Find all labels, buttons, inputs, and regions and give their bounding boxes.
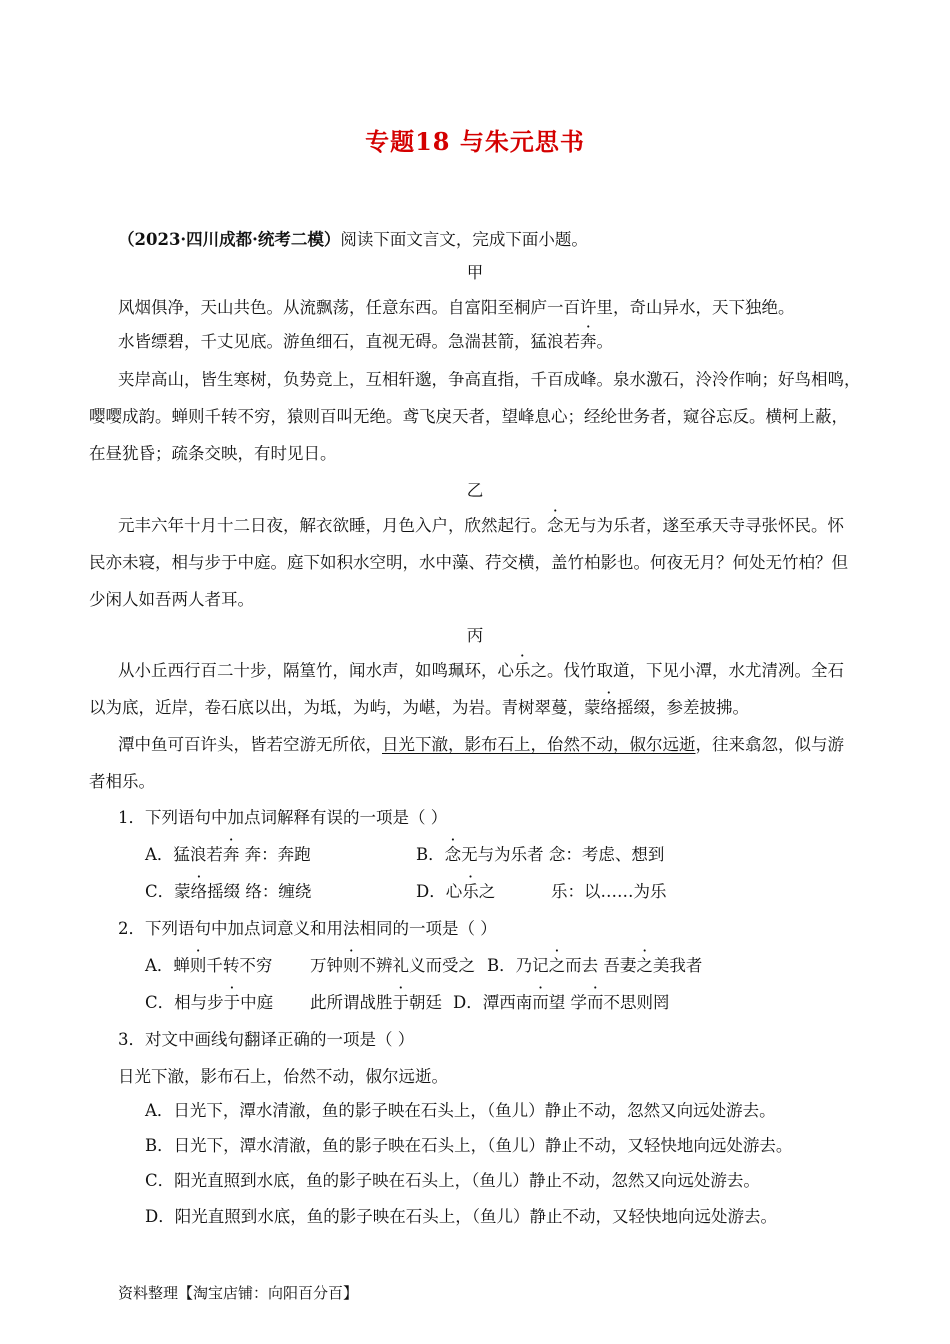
text: 元丰六年十月十二日夜，解衣欲睡，月色入户，欣然起行。 xyxy=(118,516,547,535)
text: 千转不穷 xyxy=(206,956,273,975)
text: 不思则罔 xyxy=(603,993,670,1012)
text: D．心 xyxy=(416,882,463,901)
text: ，往来翕忽，似与游 xyxy=(695,735,844,754)
text: 奔：奔跑 xyxy=(239,845,311,864)
jia-line-3: 夹岸高山，皆生寒树，负势竞上，互相轩邈，争高直指，千百成峰。泉水激石，泠泠作响；好鸟相鸣， xyxy=(118,370,861,389)
text: 之 xyxy=(478,882,496,901)
q1-option-c xyxy=(145,882,311,902)
text: 以为底，近岸，卷石底以出，为坻，为屿，为嵁，为岩。青树翠蔓，蒙 xyxy=(89,698,601,717)
question-3-stem: 3．对文中画线句翻译正确的一项是（ ） xyxy=(118,1030,415,1049)
bing-line-1 xyxy=(118,661,844,681)
bing-line-4: 者相乐。 xyxy=(89,772,155,791)
text: 从小丘西行百二十步，隔篁竹，闻水声，如鸣珮环，心 xyxy=(118,661,514,680)
text: B．乃记 xyxy=(487,956,549,975)
dotted-word: 之 xyxy=(636,956,653,975)
text: D．潭西南 xyxy=(453,993,533,1012)
dotted-word: 则 xyxy=(189,956,207,975)
bing-line-3 xyxy=(118,735,844,755)
q3-option-a: A．日光下，潭水清澈，鱼的影子映在石头上，（鱼儿）静止不动，忽然又向远处游去。 xyxy=(145,1101,776,1120)
dotted-word: 念 xyxy=(547,516,564,535)
q3-option-c: C．阳光直照到水底，鱼的影子映在石头上，（鱼儿）静止不动，忽然又向远处游去。 xyxy=(145,1171,760,1190)
text: 望 学 xyxy=(548,993,587,1012)
text: 此所谓战胜 xyxy=(310,993,393,1012)
text: 。 xyxy=(596,332,613,351)
q2-option-c xyxy=(145,993,273,1013)
text: 美我者 xyxy=(652,956,703,975)
text: 摇缀，参差披拂。 xyxy=(617,698,749,717)
dotted-word: 络 xyxy=(190,882,208,901)
jia-line-2 xyxy=(118,332,613,352)
jia-line-1: 风烟俱净，天山共色。从流飘荡，任意东西。自富阳至桐庐一百许里，奇山异水，天下独绝。 xyxy=(118,298,795,317)
gloss: 乐：以……为乐 xyxy=(551,882,667,901)
jia-line-5: 在昼犹昏；疏条交映，有时见日。 xyxy=(89,444,337,463)
text: 无与为乐者 念：考虑、想到 xyxy=(461,845,665,864)
instruction: 阅读下面文言文，完成下面小题。 xyxy=(340,230,588,249)
text: 之。伐竹取道，下见小潭，水尤清冽。全石 xyxy=(530,661,844,680)
dotted-word: 而 xyxy=(532,993,549,1012)
dotted-word: 则 xyxy=(343,956,360,975)
text: C．相与步 xyxy=(145,993,224,1012)
source-label: （2023·四川成都·统考二模） xyxy=(118,230,341,249)
page-title: 专题18 与朱元思书 xyxy=(365,127,585,156)
dotted-word: 络 xyxy=(600,698,617,717)
text: B． xyxy=(416,845,445,864)
dotted-word: 念 xyxy=(444,845,462,864)
text: A．蝉 xyxy=(145,956,190,975)
dotted-word: 乐 xyxy=(514,661,531,680)
question-2-stem: 2．下列语句中加点词意义和用法相同的一项是（ ） xyxy=(118,919,497,938)
intro-line xyxy=(118,230,588,250)
dotted-word: 而 xyxy=(586,993,604,1012)
q2-option-d xyxy=(453,993,669,1013)
dotted-word: 奔 xyxy=(222,845,240,864)
footer-note: 资料整理【淘宝店铺：向阳百分百】 xyxy=(118,1284,359,1302)
q1-option-a xyxy=(145,845,311,865)
q3-option-d: D．阳光直照到水底，鱼的影子映在石头上，（鱼儿）静止不动，又轻快地向远处游去。 xyxy=(145,1207,777,1226)
question-1-stem: 1．下列语句中加点词解释有误的一项是（ ） xyxy=(118,808,448,827)
text: 而去 吾妻 xyxy=(565,956,637,975)
section-heading-jia: 甲 xyxy=(466,263,484,282)
dotted-word: 之 xyxy=(548,956,566,975)
text: 不辨礼义而受之 xyxy=(359,956,475,975)
text: A．猛浪若 xyxy=(145,845,223,864)
text: 万钟 xyxy=(310,956,343,975)
section-heading-yi: 乙 xyxy=(466,481,484,500)
dotted-word: 奔 xyxy=(580,332,597,351)
dotted-word: 乐 xyxy=(462,882,479,901)
q2-option-b xyxy=(487,956,702,976)
q2-option-c-pair xyxy=(310,993,442,1013)
text: 潭中鱼可百许头，皆若空游无所依， xyxy=(118,735,382,754)
text: 无与为乐者，遂至承天寺寻张怀民。怀 xyxy=(563,516,844,535)
yi-line-2: 民亦未寝，相与步于中庭。庭下如积水空明，水中藻、荇交横，盖竹柏影也。何夜无月？何处无竹柏？但 xyxy=(89,553,848,572)
text: C．蒙 xyxy=(145,882,191,901)
text: 摇缀 络：缠绕 xyxy=(207,882,312,901)
jia-line-4: 嘤嘤成韵。蝉则千转不穷，猿则百叫无绝。鸢飞戾天者，望峰息心；经纶世务者，窥谷忘反。横柯上蔽， xyxy=(89,407,848,426)
yi-line-3: 少闲人如吾两人者耳。 xyxy=(89,590,254,609)
q3-sentence: 日光下澈，影布石上，佁然不动，俶尔远逝。 xyxy=(118,1067,448,1086)
yi-line-1 xyxy=(118,516,844,536)
underlined-sentence: 日光下澈，影布石上，佁然不动，俶尔远逝 xyxy=(382,735,696,754)
q3-option-b: B．日光下，潭水清澈，鱼的影子映在石头上，（鱼儿）静止不动，又轻快地向远处游去。 xyxy=(145,1136,793,1155)
dotted-word: 于 xyxy=(392,993,409,1012)
text: 朝廷 xyxy=(409,993,442,1012)
text: 水皆缥碧，千丈见底。游鱼细石，直视无碍。急湍甚箭，猛浪若 xyxy=(118,332,580,351)
q1-option-b xyxy=(416,845,664,865)
text: 中庭 xyxy=(240,993,274,1012)
bing-line-2 xyxy=(89,698,749,718)
section-heading-bing: 丙 xyxy=(466,626,484,645)
q1-option-d xyxy=(416,882,667,902)
q2-option-a xyxy=(145,956,272,976)
q2-option-a-pair xyxy=(310,956,475,976)
dotted-word: 于 xyxy=(223,993,241,1012)
